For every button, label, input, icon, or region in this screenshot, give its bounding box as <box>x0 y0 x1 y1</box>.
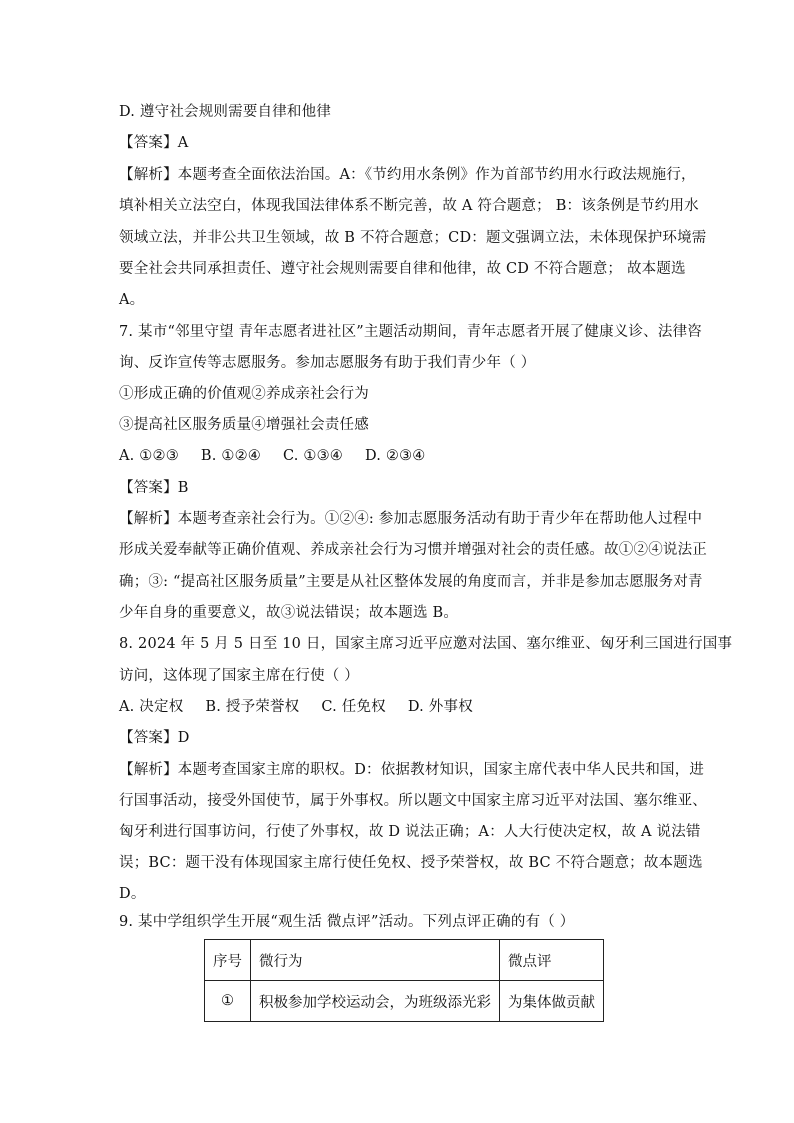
q6-option-d: D. 遵守社会规则需要自律和他律 <box>119 104 332 120</box>
q8-option-b: B. 授予荣誉权 <box>205 699 300 715</box>
q8-analysis-line: 行国事活动，接受外国使节，属于外事权。所以题文中国家主席习近平对法国、塞尔维亚、 <box>119 793 707 809</box>
q7-analysis-line: 确；③: “提高社区服务质量”主要是从社区整体发展的角度而言，并非是参加志愿服务对青 <box>119 574 703 590</box>
q7-analysis-line: 【解析】本题考查亲社会行为。①②④: 参加志愿服务活动有助于青少年在帮助他人过程中 <box>119 511 703 527</box>
q6-answer: 【答案】A <box>119 135 189 151</box>
q8-answer: 【答案】D <box>119 730 190 746</box>
q8-stem-line: 访问，这体现了国家主席在行使（ ） <box>119 668 360 684</box>
q8-analysis-line: 匈牙利进行国事访问，行使了外事权，故 D 说法正确；A：人大行使决定权，故 A 说法错 <box>119 824 701 840</box>
q7-option-c: C. ①③④ <box>282 448 343 464</box>
q9-stem: 9. 某中学组织学生开展“观生活 微点评”活动。下列点评正确的有（ ） <box>119 914 575 930</box>
q7-option-d: D. ②③④ <box>364 448 426 464</box>
q7-option-b: B. ①②④ <box>200 448 261 464</box>
table-row <box>205 981 604 1022</box>
table-cell-index: ① <box>205 981 251 1022</box>
q6-analysis-line: A。 <box>119 292 145 308</box>
q7-options <box>119 446 426 466</box>
q8-option-a: A. 决定权 <box>119 699 184 715</box>
q9-table <box>204 939 604 1022</box>
header-cell-behavior: 微行为 <box>251 940 500 981</box>
q6-analysis-line: 填补相关立法空白，体现我国法律体系不断完善，故 A 符合题意； B：该条例是节约用水 <box>119 198 699 214</box>
q8-analysis-line: 【解析】本题考查国家主席的职权。D：依据教材知识，国家主席代表中华人民共和国，进 <box>119 762 705 778</box>
q7-stem-line: 7. 某市“邻里守望 青年志愿者进社区”主题活动期间，青年志愿者开展了健康义诊、法律咨 <box>119 324 702 340</box>
q8-options <box>119 697 473 717</box>
q7-analysis-line: 少年自身的重要意义，故③说法错误；故本题选 B。 <box>119 605 459 621</box>
q6-analysis-line: 领域立法，并非公共卫生领域，故 B 不符合题意；CD：题文强调立法，未体现保护环境需 <box>119 230 707 246</box>
q8-analysis-line: 误；BC：题干没有体现国家主席行使任免权、授予荣誉权，故 BC 不符合题意；故本题选 <box>119 855 703 871</box>
q6-analysis-line: 要全社会共同承担责任、遵守社会规则需要自律和他律，故 CD 不符合题意； 故本题选 <box>119 261 686 277</box>
q6-analysis-line: 【解析】本题考查全面依法治国。A：《节约用水条例》作为首部节约用水行政法规施行， <box>119 167 696 183</box>
q8-analysis-line: D。 <box>119 886 146 902</box>
q7-analysis-line: 形成关爱奉献等正确价值观、养成亲社会行为习惯并增强对社会的责任感。故①②④说法正 <box>119 542 707 558</box>
table-cell-behavior: 积极参加学校运动会，为班级添光彩 <box>251 981 500 1022</box>
q7-stem-line: 询、反诈宣传等志愿服务。参加志愿服务有助于我们青少年（ ） <box>119 355 536 371</box>
q7-statement-line: ③提高社区服务质量④增强社会责任感 <box>119 417 369 433</box>
q8-option-d: D. 外事权 <box>407 699 473 715</box>
q8-option-c: C. 任免权 <box>321 699 386 715</box>
q8-stem-line: 8. 2024 年 5 月 5 日至 10 日，国家主席习近平应邀对法国、塞尔维亚、匈牙利三国进行国事 <box>119 636 733 652</box>
q7-option-a: A. ①②③ <box>119 448 179 464</box>
table-cell-comment: 为集体做贡献 <box>500 981 604 1022</box>
table-header-row <box>205 940 604 981</box>
header-cell-comment: 微点评 <box>500 940 604 981</box>
q7-statement-line: ①形成正确的价值观②养成亲社会行为 <box>119 386 369 402</box>
header-cell-index: 序号 <box>205 940 251 981</box>
q7-answer: 【答案】B <box>119 480 189 496</box>
